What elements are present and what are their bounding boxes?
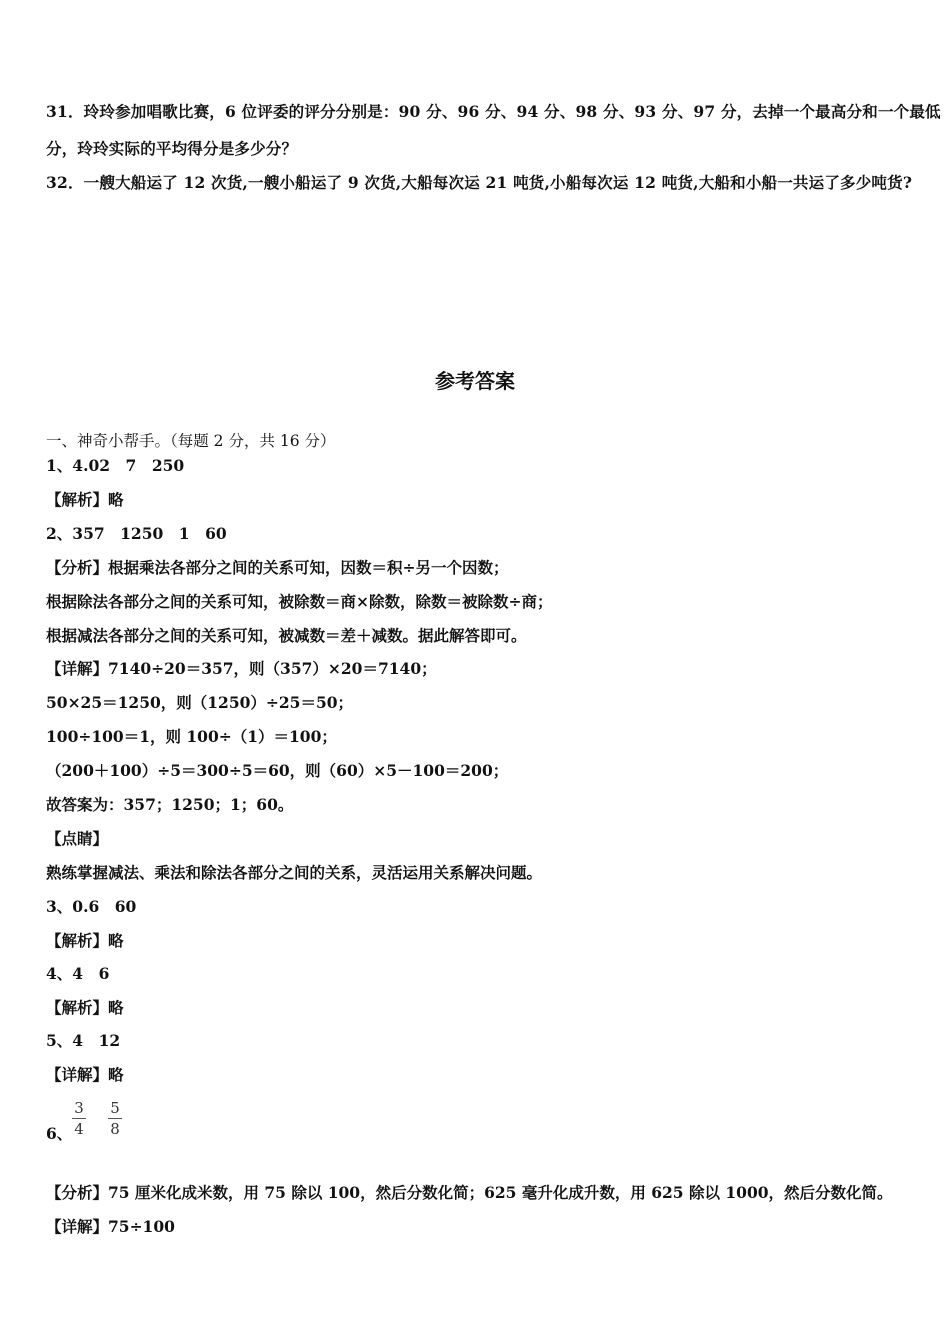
answer-line: 100÷100＝1，则 100÷（1）＝100； [46,727,337,746]
question-31-line1: 31．玲玲参加唱歌比赛，6 位评委的评分分别是：90 分、96 分、94 分、98 分、93 分、97 分，去掉一个最高分和一个最低 [46,102,941,121]
answer-line: （200＋100）÷5＝300÷5＝60，则（60）×5－100＝200； [46,761,509,780]
question-31-line2: 分，玲玲实际的平均得分是多少分？ [46,139,298,158]
detail-line: 【详解】75÷100 [46,1217,175,1236]
fraction-bar [72,1118,86,1119]
answer-line: 5、4 12 [46,1031,121,1050]
fraction-5-8 [108,1100,122,1137]
answer-line: 【详解】略 [46,1065,124,1084]
answer-line: 【分析】根据乘法各部分之间的关系可知，因数＝积÷另一个因数； [46,558,509,577]
answer-line: 根据减法各部分之间的关系可知，被减数＝差＋减数。据此解答即可。 [46,626,527,645]
answer-line: 【详解】7140÷20＝357，则（357）×20＝7140； [46,659,437,678]
fraction-numerator: 3 [74,1099,84,1117]
answer-line: 【解析】略 [46,998,124,1017]
answer-line: 2、357 1250 1 60 [46,524,227,543]
answer-line: 熟练掌握减法、乘法和除法各部分之间的关系，灵活运用关系解决问题。 [46,863,543,882]
answer-line: 4、4 6 [46,964,110,983]
answer-line: 【点睛】 [46,829,109,848]
fraction-denominator: 4 [74,1120,84,1138]
answer-line: 【解析】略 [46,490,124,509]
fraction-3-4 [72,1100,86,1137]
fraction-numerator: 5 [110,1099,120,1117]
answer-title: 参考答案 [435,369,515,393]
answer-line: 50×25＝1250，则（1250）÷25＝50； [46,693,354,712]
item-6-label: 6、 [46,1124,73,1143]
analysis-line: 【分析】75 厘米化成米数，用 75 除以 100，然后分数化简；625 毫升化成升数，用 625 除以 1000，然后分数化简。 [46,1183,893,1202]
section-heading: 一、神奇小帮手。（每题 2 分，共 16 分） [46,432,336,450]
answer-line: 1、4.02 7 250 [46,456,185,475]
answer-line: 根据除法各部分之间的关系可知，被除数＝商×除数，除数＝被除数÷商； [46,592,553,611]
answer-line: 【解析】略 [46,931,124,950]
fraction-bar [108,1118,122,1119]
answer-line: 3、0.6 60 [46,897,137,916]
fraction-denominator: 8 [110,1120,120,1138]
answer-line: 故答案为：357；1250；1；60。 [46,795,294,814]
question-32: 32．一艘大船运了 12 次货,一艘小船运了 9 次货,大船每次运 21 吨货,小船每次运 12 吨货,大船和小船一共运了多少吨货? [46,173,913,192]
